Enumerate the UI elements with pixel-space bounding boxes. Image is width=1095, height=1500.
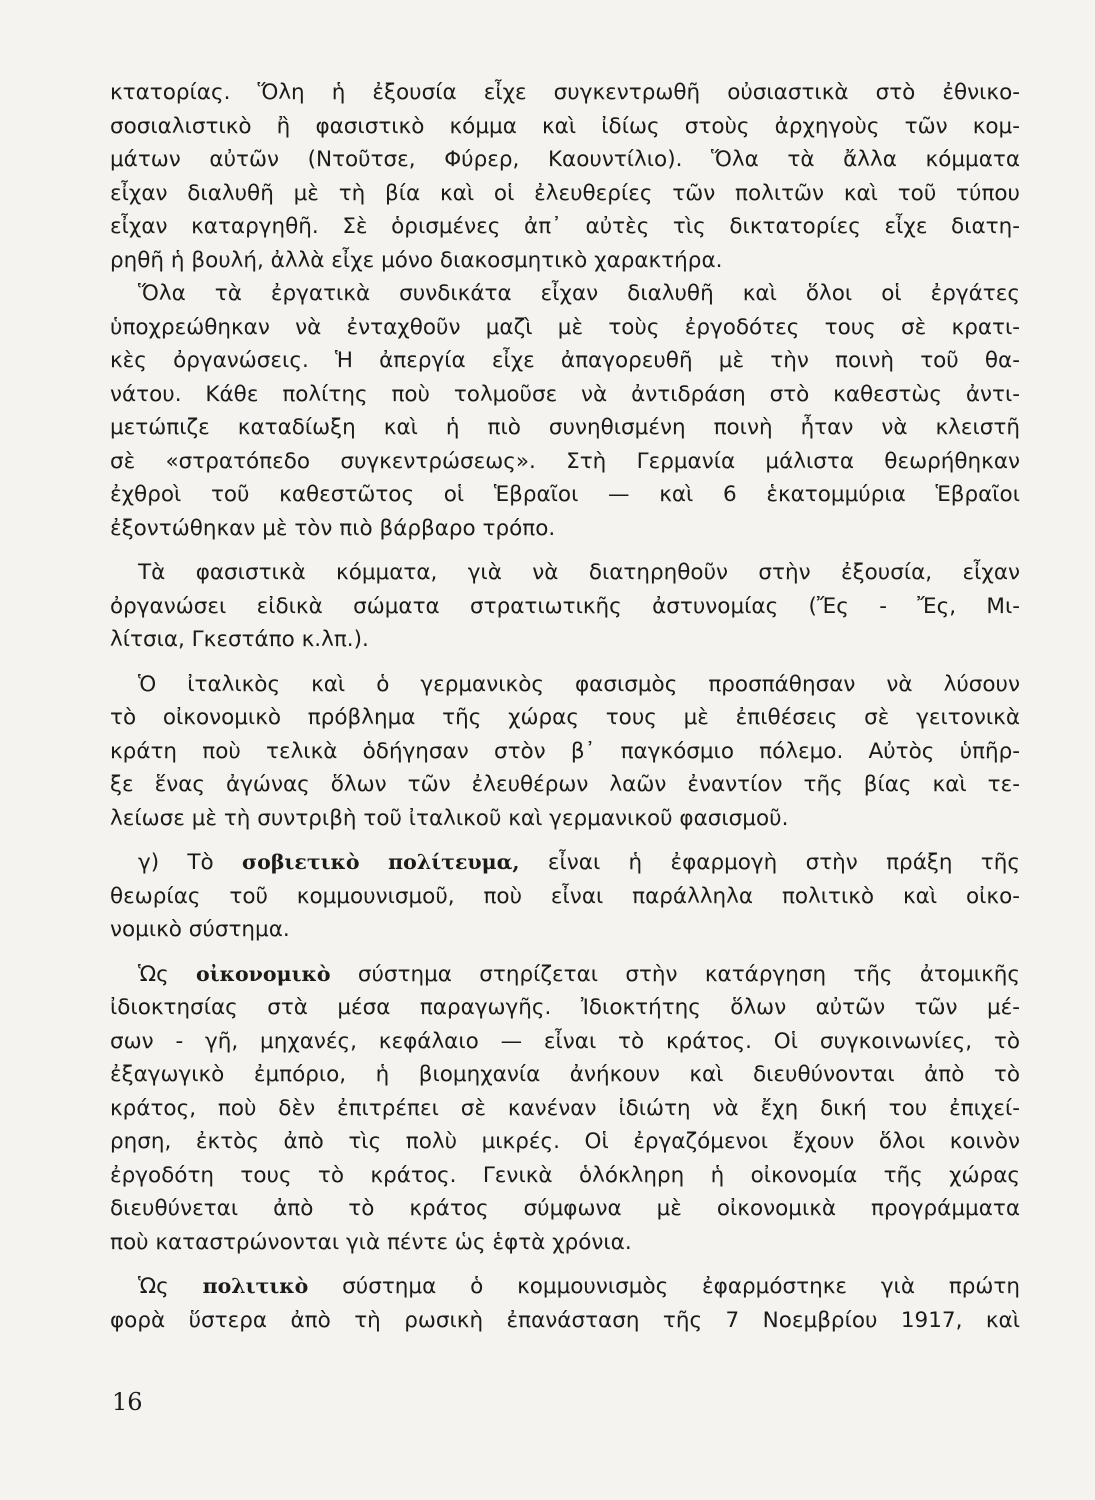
text-line: εἶχαν καταργηθῆ. Σὲ ὁρισμένες ἀπ᾿ αὐτὲς τὶς δικτατορίες εἶχε διατη- — [110, 214, 1020, 239]
text-line: Ὅλα τὰ ἐργατικὰ συνδικάτα εἶχαν διαλυθῆ καὶ ὅλοι οἱ ἐργάτες — [138, 281, 1020, 306]
text-line: Ὁ ἰταλικὸς καὶ ὁ γερμανικὸς φασισμὸς προσπάθησαν νὰ λύσουν — [138, 671, 1020, 697]
paragraph — [110, 668, 1020, 836]
text-line: νομικὸ σύστημα. — [110, 917, 290, 942]
text-line: ὀργανώσει εἰδικὰ σώματα στρατιωτικῆς ἀστυνομίας (Ἔς - Ἔς, Μι- — [110, 593, 1020, 619]
text-run: Ὡς — [138, 1274, 203, 1299]
text-line: λίτσια, Γκεστάπο κ.λπ.). — [110, 627, 369, 652]
text-line: θεωρίας τοῦ κομμουνισμοῦ, ποὺ εἶναι παράλληλα πολιτικὸ καὶ οἰκο- — [110, 883, 1020, 909]
text-line: ἐξοντώθηκαν μὲ τὸν πιὸ βάρβαρο τρόπο. — [110, 515, 556, 541]
text-line: ἐχθροὶ τοῦ καθεστῶτος οἱ Ἑβραῖοι — καὶ 6 ἑκατομμύρια Ἑβραῖοι — [110, 482, 1020, 507]
text-run: γ) Τὸ — [138, 850, 243, 875]
text-line: ἐξαγωγικὸ ἐμπόριο, ἡ βιομηχανία ἀνήκουν καὶ διευθύνονται ἀπὸ τὸ — [110, 1062, 1020, 1087]
text-line: κὲς ὀργανώσεις. Ἡ ἀπεργία εἶχε ἀπαγορευθῆ μὲ τὴν ποινὴ τοῦ θα- — [110, 348, 1020, 373]
text-line — [110, 1270, 1020, 1304]
text-line: ξε ἕνας ἀγώνας ὅλων τῶν ἐλευθέρων λαῶν ἐναντίον τῆς βίας καὶ τε- — [110, 772, 1020, 797]
text-line: κράτος, ποὺ δὲν ἐπιτρέπει σὲ κανέναν ἰδιώτη νὰ ἔχη δική του ἐπιχεί- — [110, 1095, 1020, 1121]
text-line: ὑποχρεώθηκαν νὰ ἐνταχθοῦν μαζὶ μὲ τοὺς ἐργοδότες τους σὲ κρατι- — [110, 314, 1020, 340]
text-line: ἰδιοκτησίας στὰ μέσα παραγωγῆς. Ἰδιοκτήτης ὅλων αὐτῶν τῶν μέ- — [110, 995, 1020, 1020]
text-line: μάτων αὐτῶν (Ντοῦτσε, Φύρερ, Καουντίλιο). Ὅλα τὰ ἄλλα κόμματα — [110, 147, 1020, 172]
text-line: σων - γῆ, μηχανές, κεφάλαιο — εἶναι τὸ κράτος. Οἱ συγκοινωνίες, τὸ — [110, 1028, 1020, 1054]
text-line: κράτη ποὺ τελικὰ ὁδήγησαν στὸν β᾿ παγκόσμιο πόλεμο. Αὐτὸς ὑπῆρ- — [110, 738, 1020, 764]
text-run: σύστημα ὁ κομμουνισμὸς ἐφαρμόστηκε γιὰ πρώτη — [308, 1274, 1021, 1299]
text-line: Τὰ φασιστικὰ κόμματα, γιὰ νὰ διατηρηθοῦν στὴν ἐξουσία, εἶχαν — [138, 560, 1020, 585]
paragraph — [110, 556, 1020, 657]
text-line — [110, 846, 1020, 880]
bold-term: σοβιετικὸ πολίτευμα, — [242, 850, 520, 874]
text-run: σύστημα στηρίζεται στὴν κατάργηση τῆς ἀτομικῆς — [330, 961, 1020, 987]
text-line: σοσιαλιστικὸ ἢ φασιστικὸ κόμμα καὶ ἰδίως στοὺς ἀρχηγοὺς τῶν κομ- — [110, 113, 1020, 139]
paragraph — [110, 958, 1020, 1260]
page-body — [110, 76, 1020, 1337]
text-line: σὲ «στρατόπεδο συγκεντρώσεως». Στὴ Γερμανία μάλιστα θεωρήθηκαν — [110, 448, 1020, 474]
text-line: λείωσε μὲ τὴ συντριβὴ τοῦ ἰταλικοῦ καὶ γερμανικοῦ φασισμοῦ. — [110, 805, 789, 831]
text-line: ρηθῆ ἡ βουλή, ἀλλὰ εἶχε μόνο διακοσμητικὸ χαρακτήρα. — [110, 247, 723, 273]
bold-term: οἰκονομικὸ — [196, 961, 331, 986]
text-line — [110, 958, 1020, 992]
text-line: ἐργοδότη τους τὸ κράτος. Γενικὰ ὁλόκληρη ἡ οἰκονομία τῆς χώρας — [110, 1162, 1020, 1188]
paragraph — [110, 1270, 1020, 1337]
paragraph — [110, 76, 1020, 277]
text-run: εἶναι ἡ ἐφαρμογὴ στὴν πράξη τῆς — [519, 850, 1020, 875]
page-number: 16 — [112, 1388, 143, 1416]
text-line: ρηση, ἐκτὸς ἀπὸ τὶς πολὺ μικρές. Οἱ ἐργαζόμενοι ἔχουν ὅλοι κοινὸν — [110, 1129, 1020, 1154]
paragraph — [110, 846, 1020, 947]
text-run: Ὡς — [138, 961, 197, 987]
text-line: φορὰ ὕστερα ἀπὸ τὴ ρωσικὴ ἐπανάσταση τῆς 7 Νοεμβρίου 1917, καὶ — [110, 1307, 1020, 1333]
text-line: νάτου. Κάθε πολίτης ποὺ τολμοῦσε νὰ ἀντιδράση στὸ καθεστὼς ἀντι- — [110, 381, 1020, 407]
text-line: μετώπιζε καταδίωξη καὶ ἡ πιὸ συνηθισμένη ποινὴ ἦταν νὰ κλειστῆ — [110, 415, 1020, 440]
text-line: ποὺ καταστρώνονται γιὰ πέντε ὡς ἑφτὰ χρόνια. — [110, 1229, 632, 1255]
bold-term: πολιτικὸ — [202, 1274, 309, 1298]
text-line: τὸ οἰκονομικὸ πρόβλημα τῆς χώρας τους μὲ ἐπιθέσεις σὲ γειτονικὰ — [110, 705, 1020, 730]
text-line: διευθύνεται ἀπὸ τὸ κράτος σύμφωνα μὲ οἰκονομικὰ προγράμματα — [110, 1196, 1020, 1221]
text-line: κτατορίας. Ὅλη ἡ ἐξουσία εἶχε συγκεντρωθῆ οὐσιαστικὰ στὸ ἐθνικο- — [110, 80, 1020, 105]
paragraph — [110, 277, 1020, 545]
text-line: εἶχαν διαλυθῆ μὲ τὴ βία καὶ οἱ ἐλευθερίες τῶν πολιτῶν καὶ τοῦ τύπου — [110, 180, 1020, 206]
